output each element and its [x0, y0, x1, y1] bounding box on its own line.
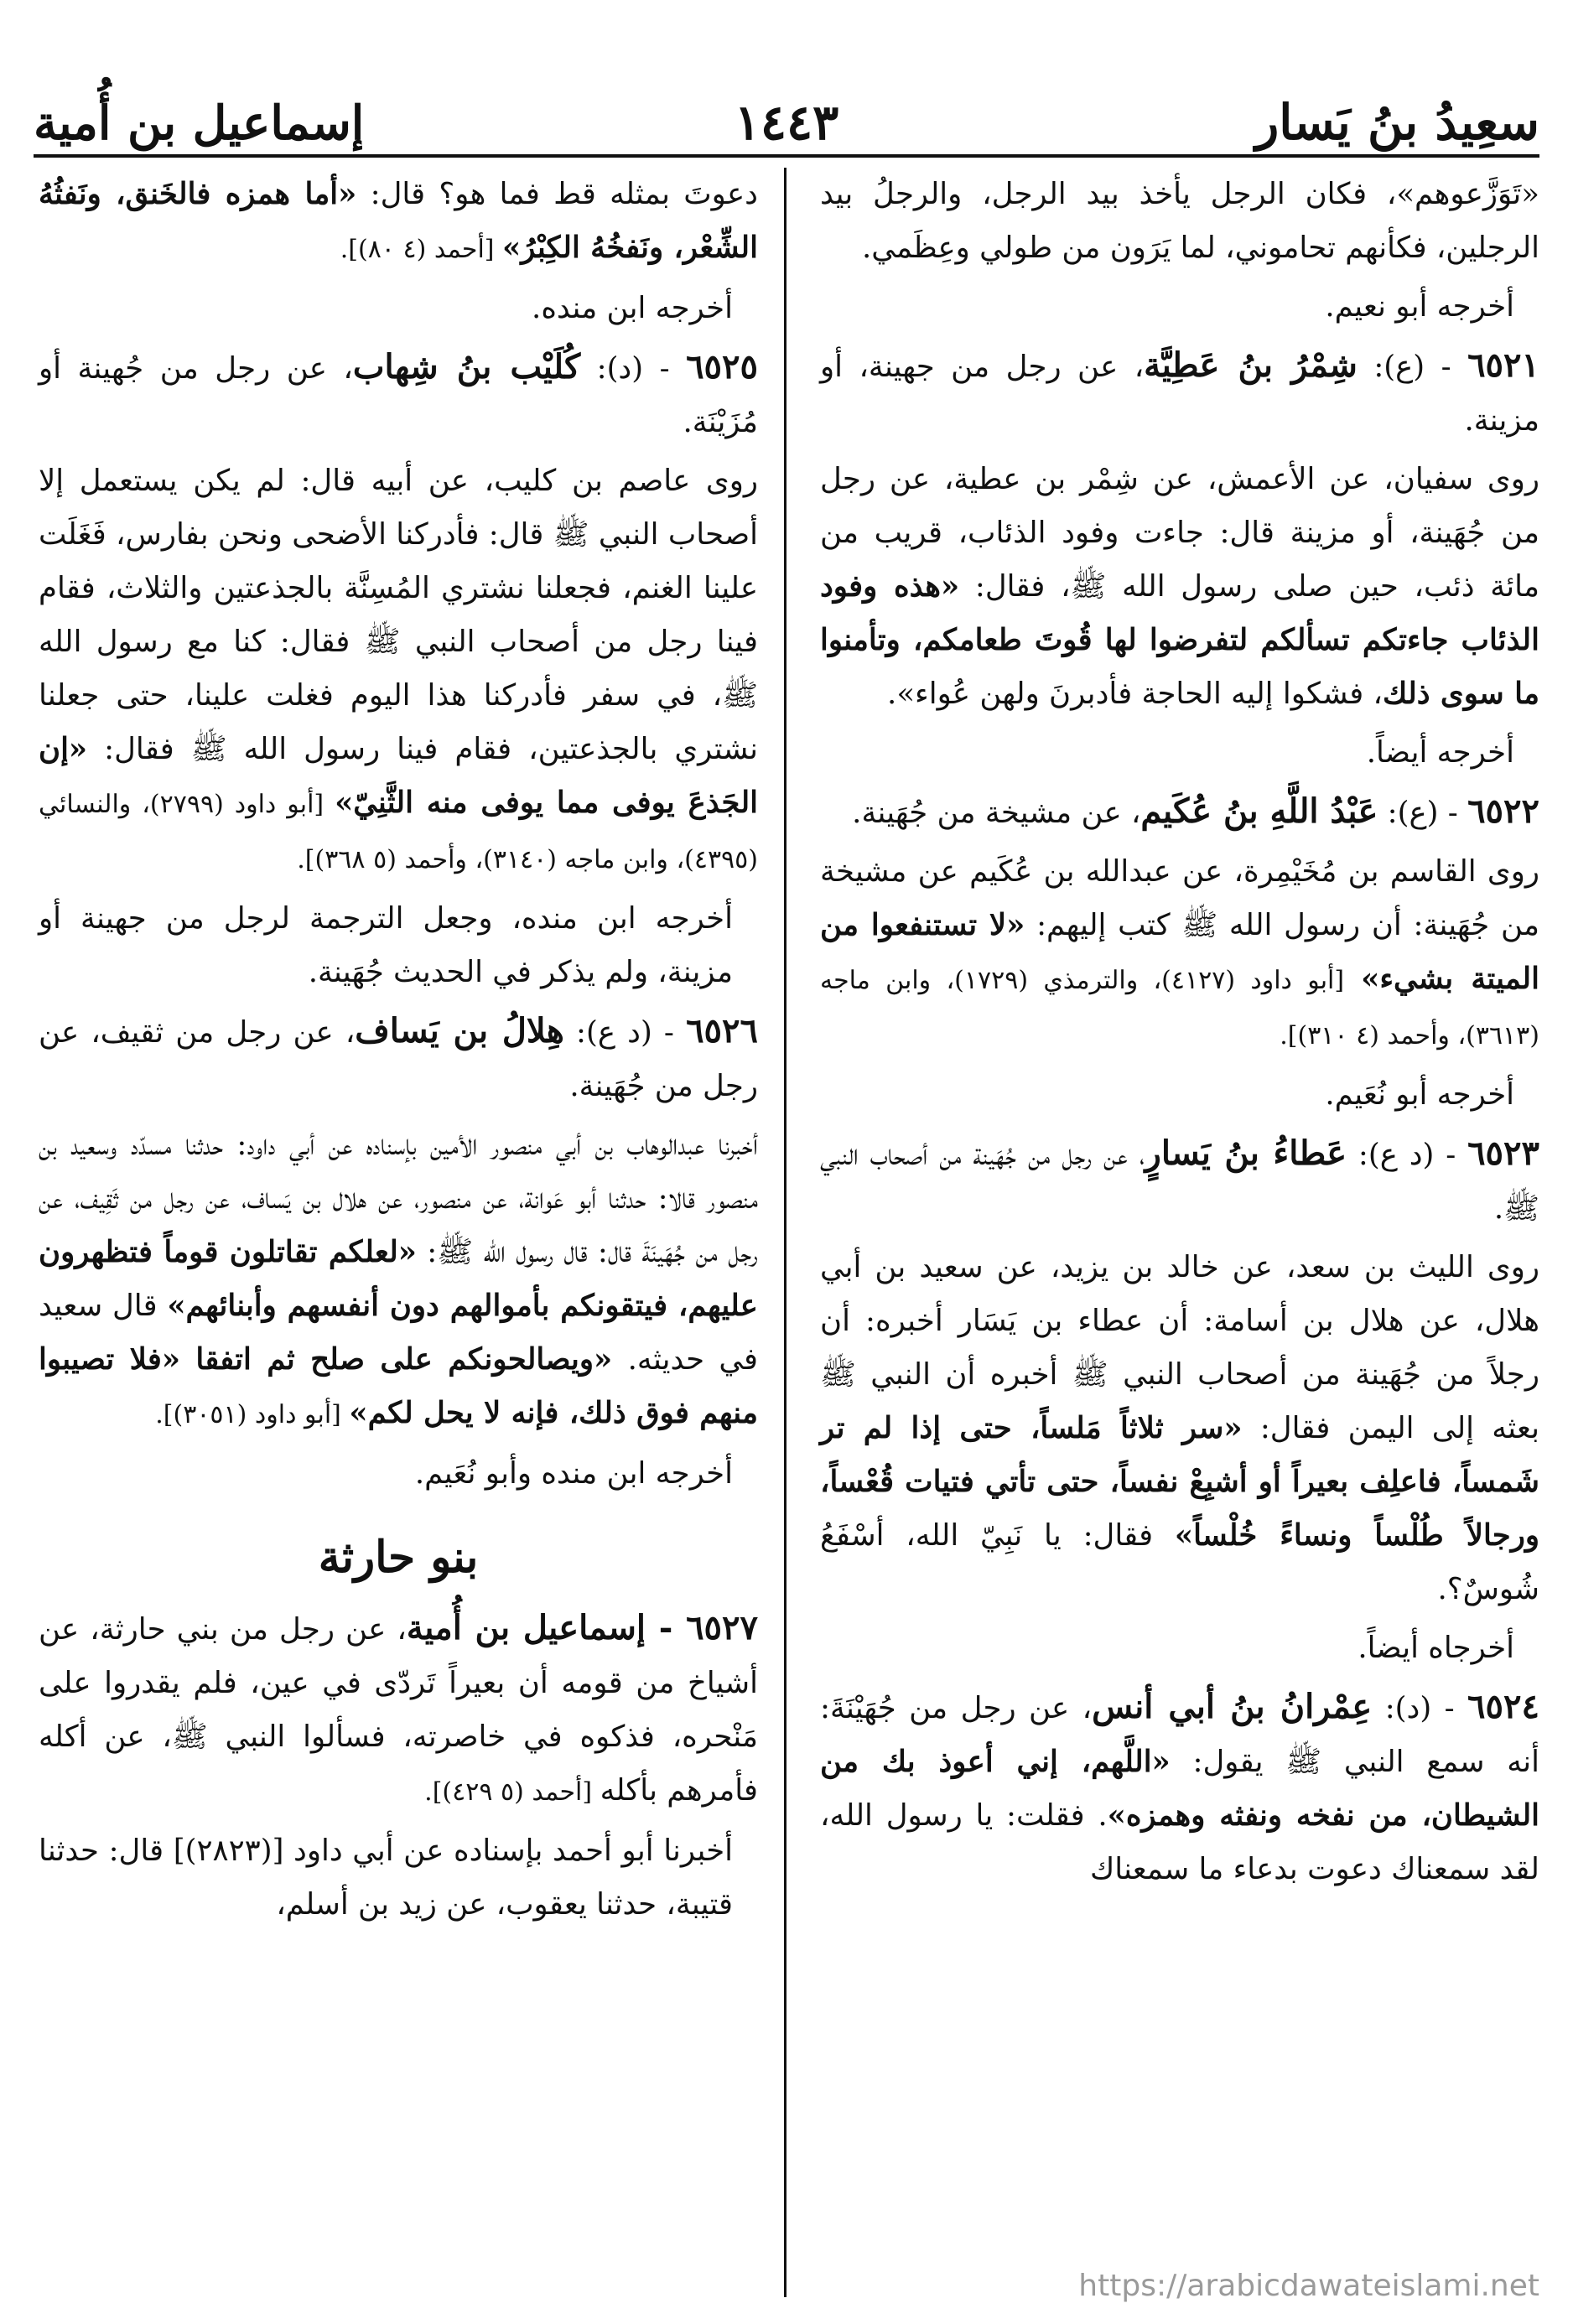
entry-name: شِمْرُ بنُ عَطِيَّة: [1144, 345, 1358, 385]
paragraph: «تَوَزَّعوهم»، فكان الرجل يأخذ بيد الرجل، والرجلُ بيد الرجلين، فكأنهم تحاموني، لما يَرَون من طولي وعِظَمي.: [820, 177, 1539, 265]
entry-sigla: - (د ع):: [1347, 1138, 1468, 1172]
entry-body: [820, 453, 1539, 721]
attribution: أخرجاه أيضاً.: [1358, 1631, 1514, 1665]
citation: [أبو داود (٤١٢٧)، والترمذي (١٧٢٩)، وابن ماجه (٣٦١٣)، وأحمد (٤ ٣١٠)].: [820, 966, 1539, 1050]
entry-number: ٦٥٢٧: [686, 1608, 758, 1647]
hadith-quote: «أما همزه فالخَنق، ونَفثُهُ الشِّعْر، ونَفخُهُ الكِبْرُ»: [39, 177, 758, 265]
entry-body: [820, 845, 1539, 1063]
hadith-quote: «هذه وفود الذئاب جاءتكم تسألكم لتفرضوا لها قُوتَ طعامكم، وتأمنوا ما سوى ذلك: [820, 569, 1539, 711]
entry-sigla: - (ع):: [1357, 350, 1468, 384]
entry-sigla: - (د ع):: [563, 1015, 687, 1050]
entry-6522: [820, 785, 1539, 840]
entry-rest: ، عن رجل من جُهينة أو مُزَيْنَة.: [39, 351, 758, 439]
entry-rest: ، عن مشيخة من جُهَينة.: [852, 796, 1141, 830]
entry-rest: ، عن رجل من جُهَينة من أصحاب النبي ﷺ.: [820, 1138, 1539, 1226]
entry-6524: [820, 1680, 1539, 1896]
page-number: ١٤٤٣: [734, 94, 839, 151]
citation: [أبو داود (٣٠٥١)].: [155, 1400, 350, 1429]
entry-name: عَبْدُ اللَّهِ بنُ عُكَيم: [1140, 791, 1378, 831]
citation: [أحمد (٤ ٨٠)].: [340, 235, 503, 264]
watermark-url: https://arabicdawateislami.net: [1078, 2269, 1539, 2303]
body-text: روى سفيان، عن الأعمش، عن شِمْر بن عطية، عن رجل من جُهَينة، أو مزينة قال: جاءت وفود الذئاب، قريب من مائة ذئب، حين صلى رسول الله ﷺ، فقال:: [820, 462, 1540, 604]
section-title: بنو حارثة: [318, 1532, 479, 1583]
left-column: [39, 168, 758, 2297]
entry-6521: [820, 339, 1539, 448]
header-rule: [34, 154, 1539, 158]
entry-rest: ، عن رجل من جُهَيْنَةَ: أنه سمع النبي ﷺ يقول:: [820, 1691, 1539, 1779]
body-text: روى عاصم بن كليب، عن أبيه قال: لم يكن يستعمل إلا أصحاب النبي ﷺ قال: فأدركنا الأضحى ونحن بفارس، فَغَلَت علينا الغنم، فجعلنا نشتري المُسِنَّة بالجذعتين والثلاث، فقام فينا رجل من أصحاب النبي ﷺ فقال: كنا مع رسول الله ﷺ، في سفر فأدركنا هذا اليوم فغلت علينا، حتى جعلنا نشتري بالجذعتين، فقام فينا رسول الله ﷺ فقال:: [39, 464, 758, 766]
page-header: [34, 75, 1539, 151]
body-text: قال سعيد في حديثه.: [39, 1289, 758, 1377]
entry-number: ٦٥٢٥: [686, 347, 758, 386]
entry-6527: [39, 1601, 758, 1819]
entry-body: أخبرنا أبو أحمد بإسناده عن أبي داود [(٢٨٢٣)] قال: حدثنا قتيبة، حدثنا يعقوب، عن زيد بن أسلم،: [39, 1834, 734, 1922]
body-text: أخبرنا عبدالوهاب بن أبي منصور الأمين بإسناده عن أبي داود: حدثنا مسدّد وسعيد بن منصور قالا: حدثنا أبو عَوانة، عن منصور، عن هلال بن يَساف، عن رجل من ثَقِيف، عن رجل من جُهَينَةَ قال: قال رسول الله ﷺ:: [39, 1128, 758, 1269]
entry-body: [39, 1118, 758, 1442]
entry-6526: [39, 1004, 758, 1113]
entry-6525: [39, 340, 758, 449]
attribution: أخرجه أبو نُعَيم.: [1325, 1077, 1514, 1112]
entry-name: هِلالُ بن يَساف: [355, 1011, 564, 1050]
citation: [أحمد (٥ ٤٢٩)].: [424, 1777, 600, 1807]
body-tail: ، فشكوا إليه الحاجة فأدبرنَ ولهن عُواء».: [887, 677, 1384, 711]
hadith-quote: «اللَّهم، إني أعوذ بك من الشيطان، من نفخه ونفثه وهمزه»: [820, 1745, 1539, 1833]
running-title-right: سعِيدُ بنُ يَسار: [1255, 94, 1539, 151]
entry-name: كُلَيْب بنُ شِهاب: [352, 347, 581, 386]
hadith-quote: «سر ثلاثاً مَلساً، حتى إذا لم تر شَمساً، فاعلِف بعيراً أو أشبِعْ نفساً، حتى تأتي فتيات قُعْساً، ورجالاً طُلْساً ونساءً خُلْساً»: [820, 1411, 1539, 1553]
entry-rest: ، عن رجل من جهينة، أو مزينة.: [820, 350, 1539, 438]
citation: [أبو داود (٢٧٩٩)، والنسائي (٤٣٩٥)، وابن ماجه (٣١٤٠)، وأحمد (٥ ٣٦٨)].: [39, 790, 758, 874]
running-title-left: إسماعيل بن أُمية: [34, 96, 365, 151]
attribution: أخرجه أبو نعيم.: [1325, 289, 1514, 324]
hadith-quote: «لعلكم تقاتلون قوماً فتظهرون عليهم، فيتقونكم بأموالهم دون أنفسهم وأبنائهم»: [39, 1235, 758, 1323]
entry-rest: ، عن رجل من بني حارثة، عن أشياخ من قومه أن بعيراً تَردّى في عين، فلم يقدروا على مَنْحره، فذكوه في خاصرته، فسألوا النبي ﷺ، عن أكله فأمرهم بأكله: [39, 1612, 758, 1808]
right-column: [820, 168, 1539, 2297]
attribution: أخرجه ابن منده وأبو نُعَيم.: [414, 1456, 733, 1491]
attribution: أخرجه ابن منده، وجعل الترجمة لرجل من جهينة أو مزينة، ولم يذكر في الحديث جُهَينة.: [39, 901, 733, 989]
body-tail: . فقلت: يا رسول الله، لقد سمعناك دعوت بدعاء ما سمعناك: [820, 1798, 1539, 1886]
hadith-quote: «لا تستنفعوا من الميتة بشيء»: [820, 908, 1539, 996]
column-divider: [784, 168, 786, 2297]
body-tail: فقال: يا نَبِيّ الله، أسْفَعُ شُوسٌ؟.: [820, 1518, 1539, 1606]
entry-name: عَطاءُ بنُ يَسارٍ: [1145, 1133, 1347, 1173]
entry-sigla: - (ع):: [1378, 796, 1468, 830]
hadith-quote: «إن الجَذعَ يوفى مما يوفى منه الثَّنِيّ»: [39, 732, 758, 820]
entry-name: عِمْرانُ بنُ أبي أنس: [1092, 1687, 1373, 1726]
entry-sigla: - (د):: [580, 351, 687, 386]
entry-sigla: - (د):: [1372, 1691, 1468, 1725]
attribution: أخرجه ابن منده.: [532, 291, 733, 325]
entry-number: ٦٥٢٣: [1467, 1133, 1539, 1173]
entry-number: ٦٥٢١: [1467, 345, 1539, 385]
hadith-quote: «ويصالحونكم على صلح ثم اتفقا «فلا تصيبوا منهم فوق ذلك، فإنه لا يحل لكم»: [39, 1342, 758, 1430]
entry-body: [820, 1241, 1539, 1616]
entry-6523: [820, 1127, 1539, 1236]
entry-name: - إسماعيل بن أُمية: [406, 1608, 687, 1647]
entry-body: [39, 454, 758, 887]
attribution: أخرجه أيضاً.: [1366, 735, 1514, 770]
body-text: روى القاسم بن مُخَيْمِرة، عن عبدالله بن عُكَيم عن مشيخة من جُهَينة: أن رسول الله ﷺ كتب إليهم:: [820, 854, 1539, 942]
body-text: دعوتَ بمثله قط فما هو؟ قال:: [370, 177, 758, 211]
body-text: روى الليث بن سعد، عن خالد بن يزيد، عن سعيد بن أبي هلال، عن هلال بن أسامة: أن عطاء بن يَسَار أخبره: أن رجلاً من جُهَينة من أصحاب النبي ﷺ أخبره أن النبي ﷺ بعثه إلى اليمن فقال:: [820, 1250, 1540, 1445]
entry-number: ٦٥٢٦: [686, 1011, 758, 1050]
entry-rest: ، عن رجل من ثقيف، عن رجل من جُهَينة.: [39, 1015, 758, 1103]
paragraph: [39, 168, 758, 277]
entry-number: ٦٥٢٤: [1467, 1687, 1539, 1726]
entry-number: ٦٥٢٢: [1467, 791, 1539, 831]
